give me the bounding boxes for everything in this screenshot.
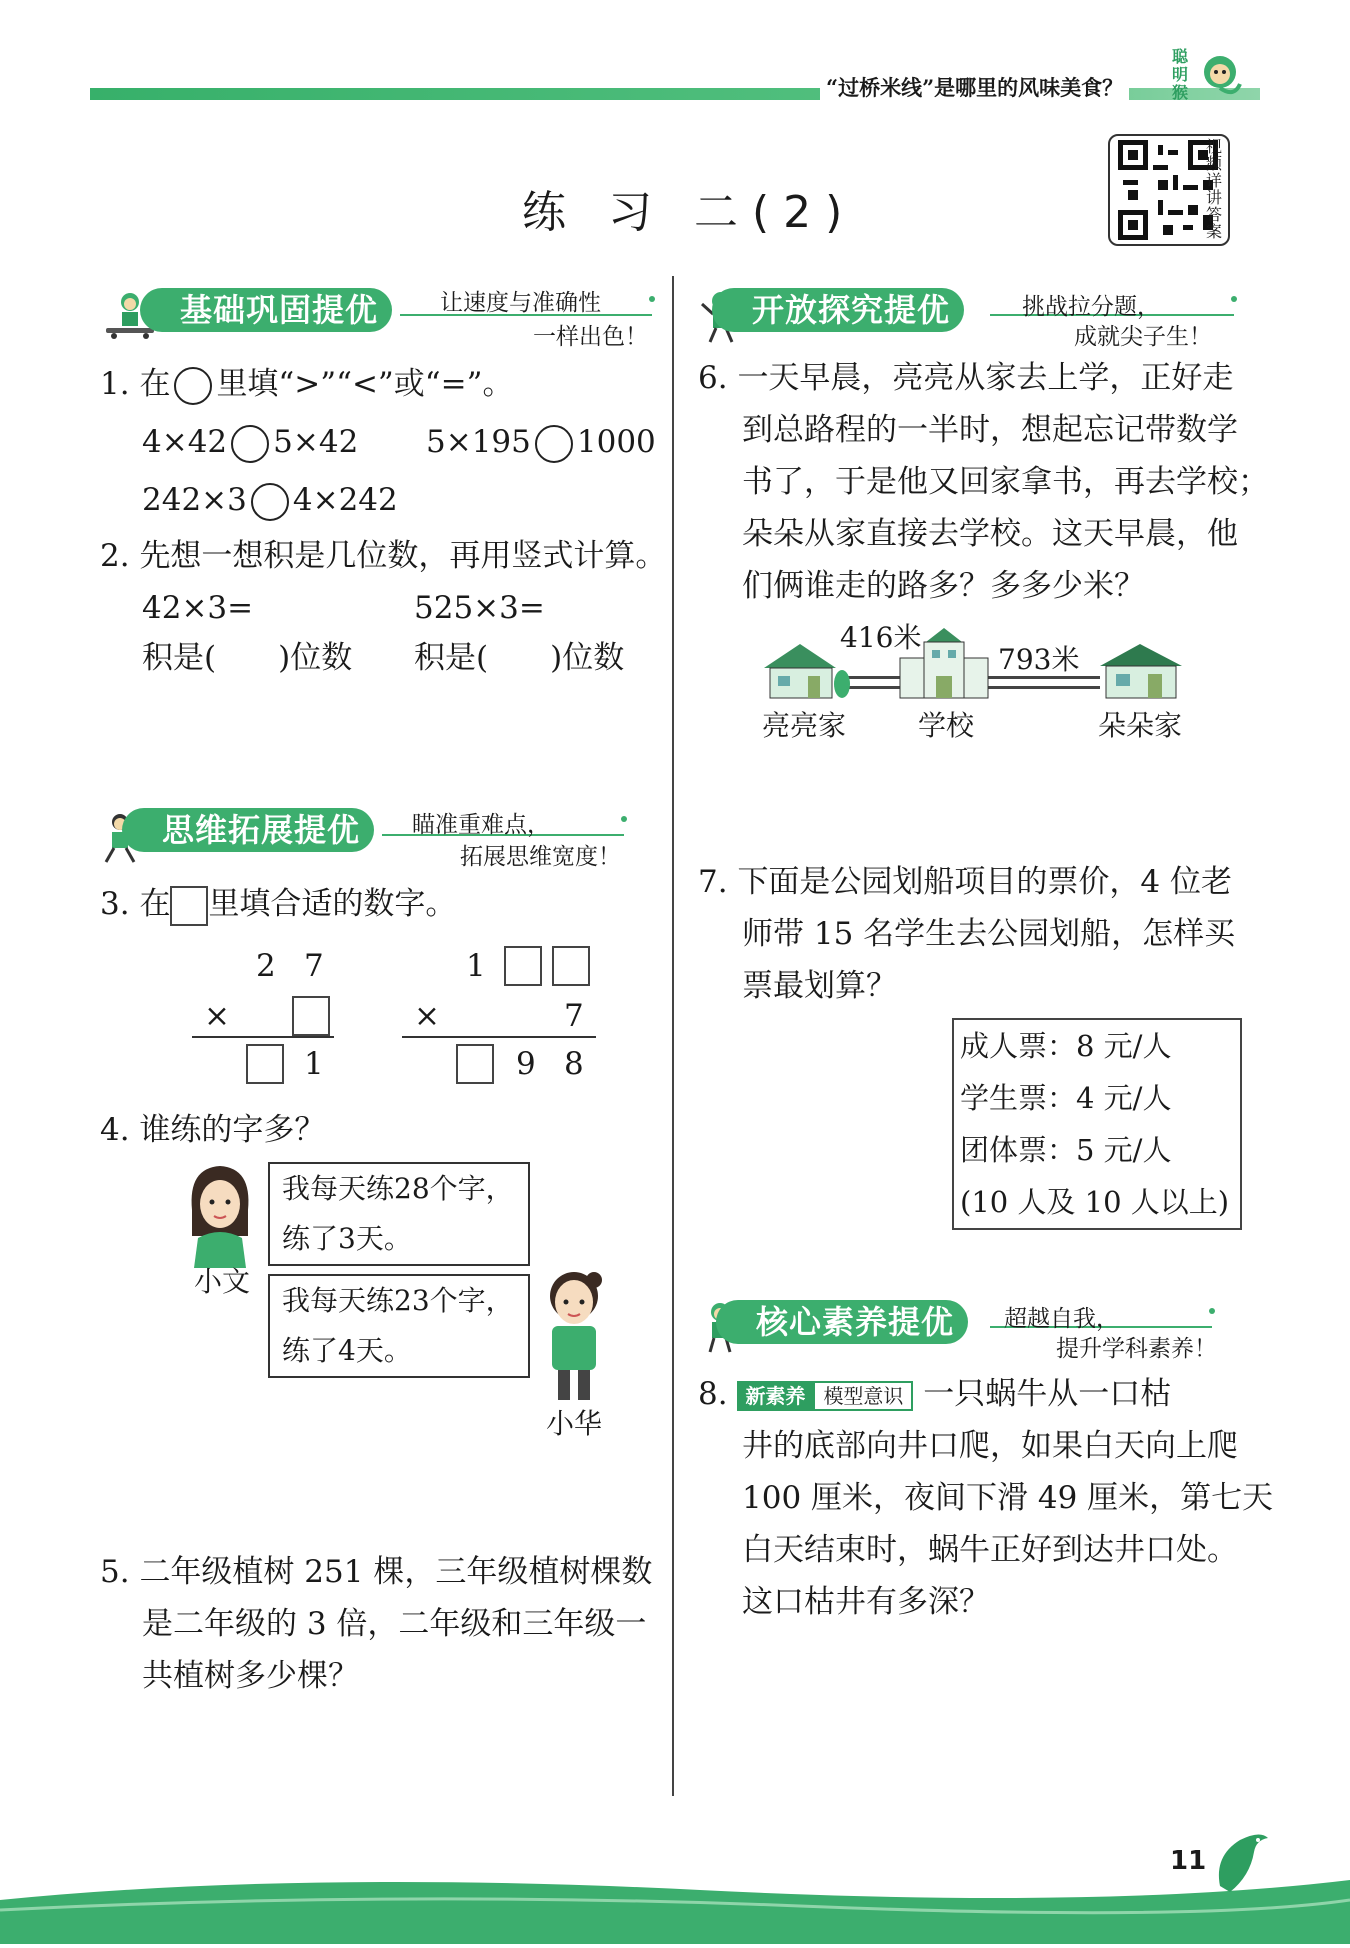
q6-number: 6. [698,360,728,396]
q3-p2-result-digit-2: 8 [564,1046,584,1082]
place-label-school: 学校 [918,709,975,742]
mascot-text: 聪明猴 [1172,47,1189,102]
q5-line-3: 共植树多少棵？ [142,1658,359,1694]
q2-answer-2[interactable]: 积是( )位数 [414,640,625,676]
price-group-note: (10 人及 10 人以上) [960,1185,1230,1219]
girl-name: 小文 [194,1265,251,1298]
q1-expr-1b: 5×42 [273,424,359,460]
q4-stem [100,1104,325,1156]
q2-number: 2. [100,538,130,574]
q1-circle-example [174,367,212,405]
q4-number: 4. [100,1112,130,1148]
ticket-price-box [952,1018,1242,1230]
q4-stem-text: 谁练的字多？ [139,1112,326,1148]
boy-xiaohua-illustration [534,1262,614,1402]
header-tip: “过桥米线”是哪里的风味美食？ [820,72,1129,102]
q7-line-1 [698,856,1232,908]
page-number: 11 [1170,1846,1207,1876]
q3-p1-blank-multiplier[interactable] [292,996,330,1036]
q5-text-1: 二年级植树 251 棵，三年级植树棵数 [139,1554,653,1590]
q3-p2-top-digit: 1 [466,948,486,984]
q8-line-4: 白天结束时，蜗牛正好到达井口处。 [742,1532,1238,1568]
section-label-thinking: 思维拓展提优 [122,808,374,852]
girl-xiaowen-illustration [180,1160,260,1268]
q3-p1-result-digit: 1 [304,1046,324,1082]
section-hint-core-2: 提升学科素养！ [1056,1336,1217,1362]
column-divider [672,276,674,1796]
dolphin-icon [1210,1826,1274,1896]
q7-line-3: 票最划算？ [742,968,897,1004]
place-label-duoduo: 朵朵家 [1098,709,1183,742]
section-label-basic: 基础巩固提优 [140,288,392,332]
q1-expr-1a: 4×42 [142,424,228,460]
boy-name: 小华 [546,1407,603,1440]
q3-p2-blank-result[interactable] [456,1044,494,1084]
q3-p2-times-sign: × [414,998,440,1034]
q8-line-2: 井的底部向井口爬，如果白天向上爬 [742,1428,1238,1464]
q8-line-3: 100 厘米，夜间下滑 49 厘米，第七天 [742,1480,1274,1516]
q6-line-3: 书了，于是他又回家拿书，再去学校； [742,464,1269,500]
section-dot-open [1231,296,1237,302]
q3-p1-top-digit-1: 2 [256,948,276,984]
q1-answer-circle-2[interactable] [535,425,573,463]
q1-stem-b: 里填“>”“<”或“=”。 [216,366,514,402]
distance-label-1: 416米 [840,621,922,654]
q1-expr-2b: 1000 [576,424,656,460]
qr-caption: 视频详讲答案 [1206,137,1223,241]
place-label-liangliang: 亮亮家 [762,709,847,742]
section-hint-basic-2: 一样出色！ [533,324,648,350]
q6-text-1: 一天早晨，亮亮从家去上学，正好走 [737,360,1234,396]
q8-line-1 [698,1368,1171,1420]
girl-speech-line-1: 我每天练28个字， [282,1172,514,1205]
q7-line-2: 师带 15 名学生去公园划船，怎样买 [742,916,1236,952]
q3-p1-times-sign: × [204,998,230,1034]
section-hint-core-1: 超越自我， [1004,1306,1119,1332]
q3-stem-b: 里填合适的数字。 [208,886,457,922]
section-label-open: 开放探究提优 [712,288,964,332]
q1-row-2 [426,416,656,468]
q2-stem [100,530,666,582]
section-hint-basic-1: 让速度与准确性 [440,290,601,316]
q5-number: 5. [100,1554,130,1590]
q3-stem-a: 在 [139,886,171,922]
section-hint-thinking-2: 拓展思维宽度！ [460,844,621,870]
new-literacy-badge: 新素养 [737,1381,813,1411]
girl-speech-bubble [268,1162,530,1266]
q3-stem [100,878,456,930]
q2-expr-1: 42×3= [142,590,254,626]
q1-row-1 [142,416,358,468]
section-dot-core [1209,1308,1215,1314]
q3-p1-blank-result[interactable] [246,1044,284,1084]
section-dot-thinking [621,816,627,822]
q7-text-1: 下面是公园划船项目的票价，4 位老 [737,864,1233,900]
distance-label-2: 793米 [998,643,1080,676]
q6-line-1 [698,352,1233,404]
q2-stem-text: 先想一想积是几位数，再用竖式计算。 [139,538,667,574]
q3-number: 3. [100,886,130,922]
q2-answer-1[interactable]: 积是( )位数 [142,640,353,676]
q8-number: 8. [698,1376,728,1412]
q1-row-3 [142,474,398,526]
footer-wave [0,1830,1350,1944]
q3-p2-blank-top-1[interactable] [504,946,542,986]
q3-p2-multiplier: 7 [564,998,584,1034]
section-label-core: 核心素养提优 [716,1300,968,1344]
price-group: 团体票：5 元/人 [960,1133,1172,1167]
q3-p2-blank-top-2[interactable] [552,946,590,986]
page-title: 练 习 二(2) [522,187,857,238]
section-dot-basic [649,296,655,302]
q6-line-5: 们俩谁走的路多？多多少米？ [742,568,1145,604]
q1-answer-circle-3[interactable] [251,483,289,521]
q1-stem-a: 在 [139,366,171,402]
q5-line-1 [100,1546,652,1598]
q2-expr-2: 525×3= [414,590,545,626]
q5-line-2: 是二年级的 3 倍，二年级和三年级一 [142,1606,647,1642]
q1-expr-2a: 5×195 [426,424,531,460]
liangliang-house-icon [760,640,850,700]
model-awareness-badge: 模型意识 [813,1381,913,1411]
q3-box-example [170,886,208,926]
girl-speech-line-2: 练了3天。 [282,1222,412,1255]
q1-answer-circle-1[interactable] [231,425,269,463]
boy-speech-line-2: 练了4天。 [282,1334,412,1367]
q1-expr-3a: 242×3 [142,482,247,518]
qr-code[interactable] [1108,134,1230,246]
q3-p1-top-digit-2: 7 [304,948,324,984]
duoduo-house-icon [1096,640,1186,700]
price-student: 学生票：4 元/人 [960,1081,1172,1115]
boy-speech-bubble [268,1274,530,1378]
q3-p2-result-digit-1: 9 [516,1046,536,1082]
section-hint-open-1: 挑战拉分题， [1022,294,1160,320]
q8-text-1: 一只蜗牛从一口枯 [923,1376,1172,1412]
price-adult: 成人票：8 元/人 [960,1029,1172,1063]
q6-line-4: 朵朵从家直接去学校。这天早晨，他 [742,516,1238,552]
q1-stem [100,358,513,410]
section-hint-open-2: 成就尖子生！ [1074,324,1212,350]
q7-number: 7. [698,864,728,900]
q6-line-2: 到总路程的一半时，想起忘记带数学 [742,412,1238,448]
q1-number: 1. [100,366,130,402]
q1-expr-3b: 4×242 [292,482,398,518]
boy-speech-line-1: 我每天练23个字， [282,1284,514,1317]
section-hint-thinking-1: 瞄准重难点， [412,812,550,838]
q8-line-5: 这口枯井有多深？ [742,1584,990,1620]
